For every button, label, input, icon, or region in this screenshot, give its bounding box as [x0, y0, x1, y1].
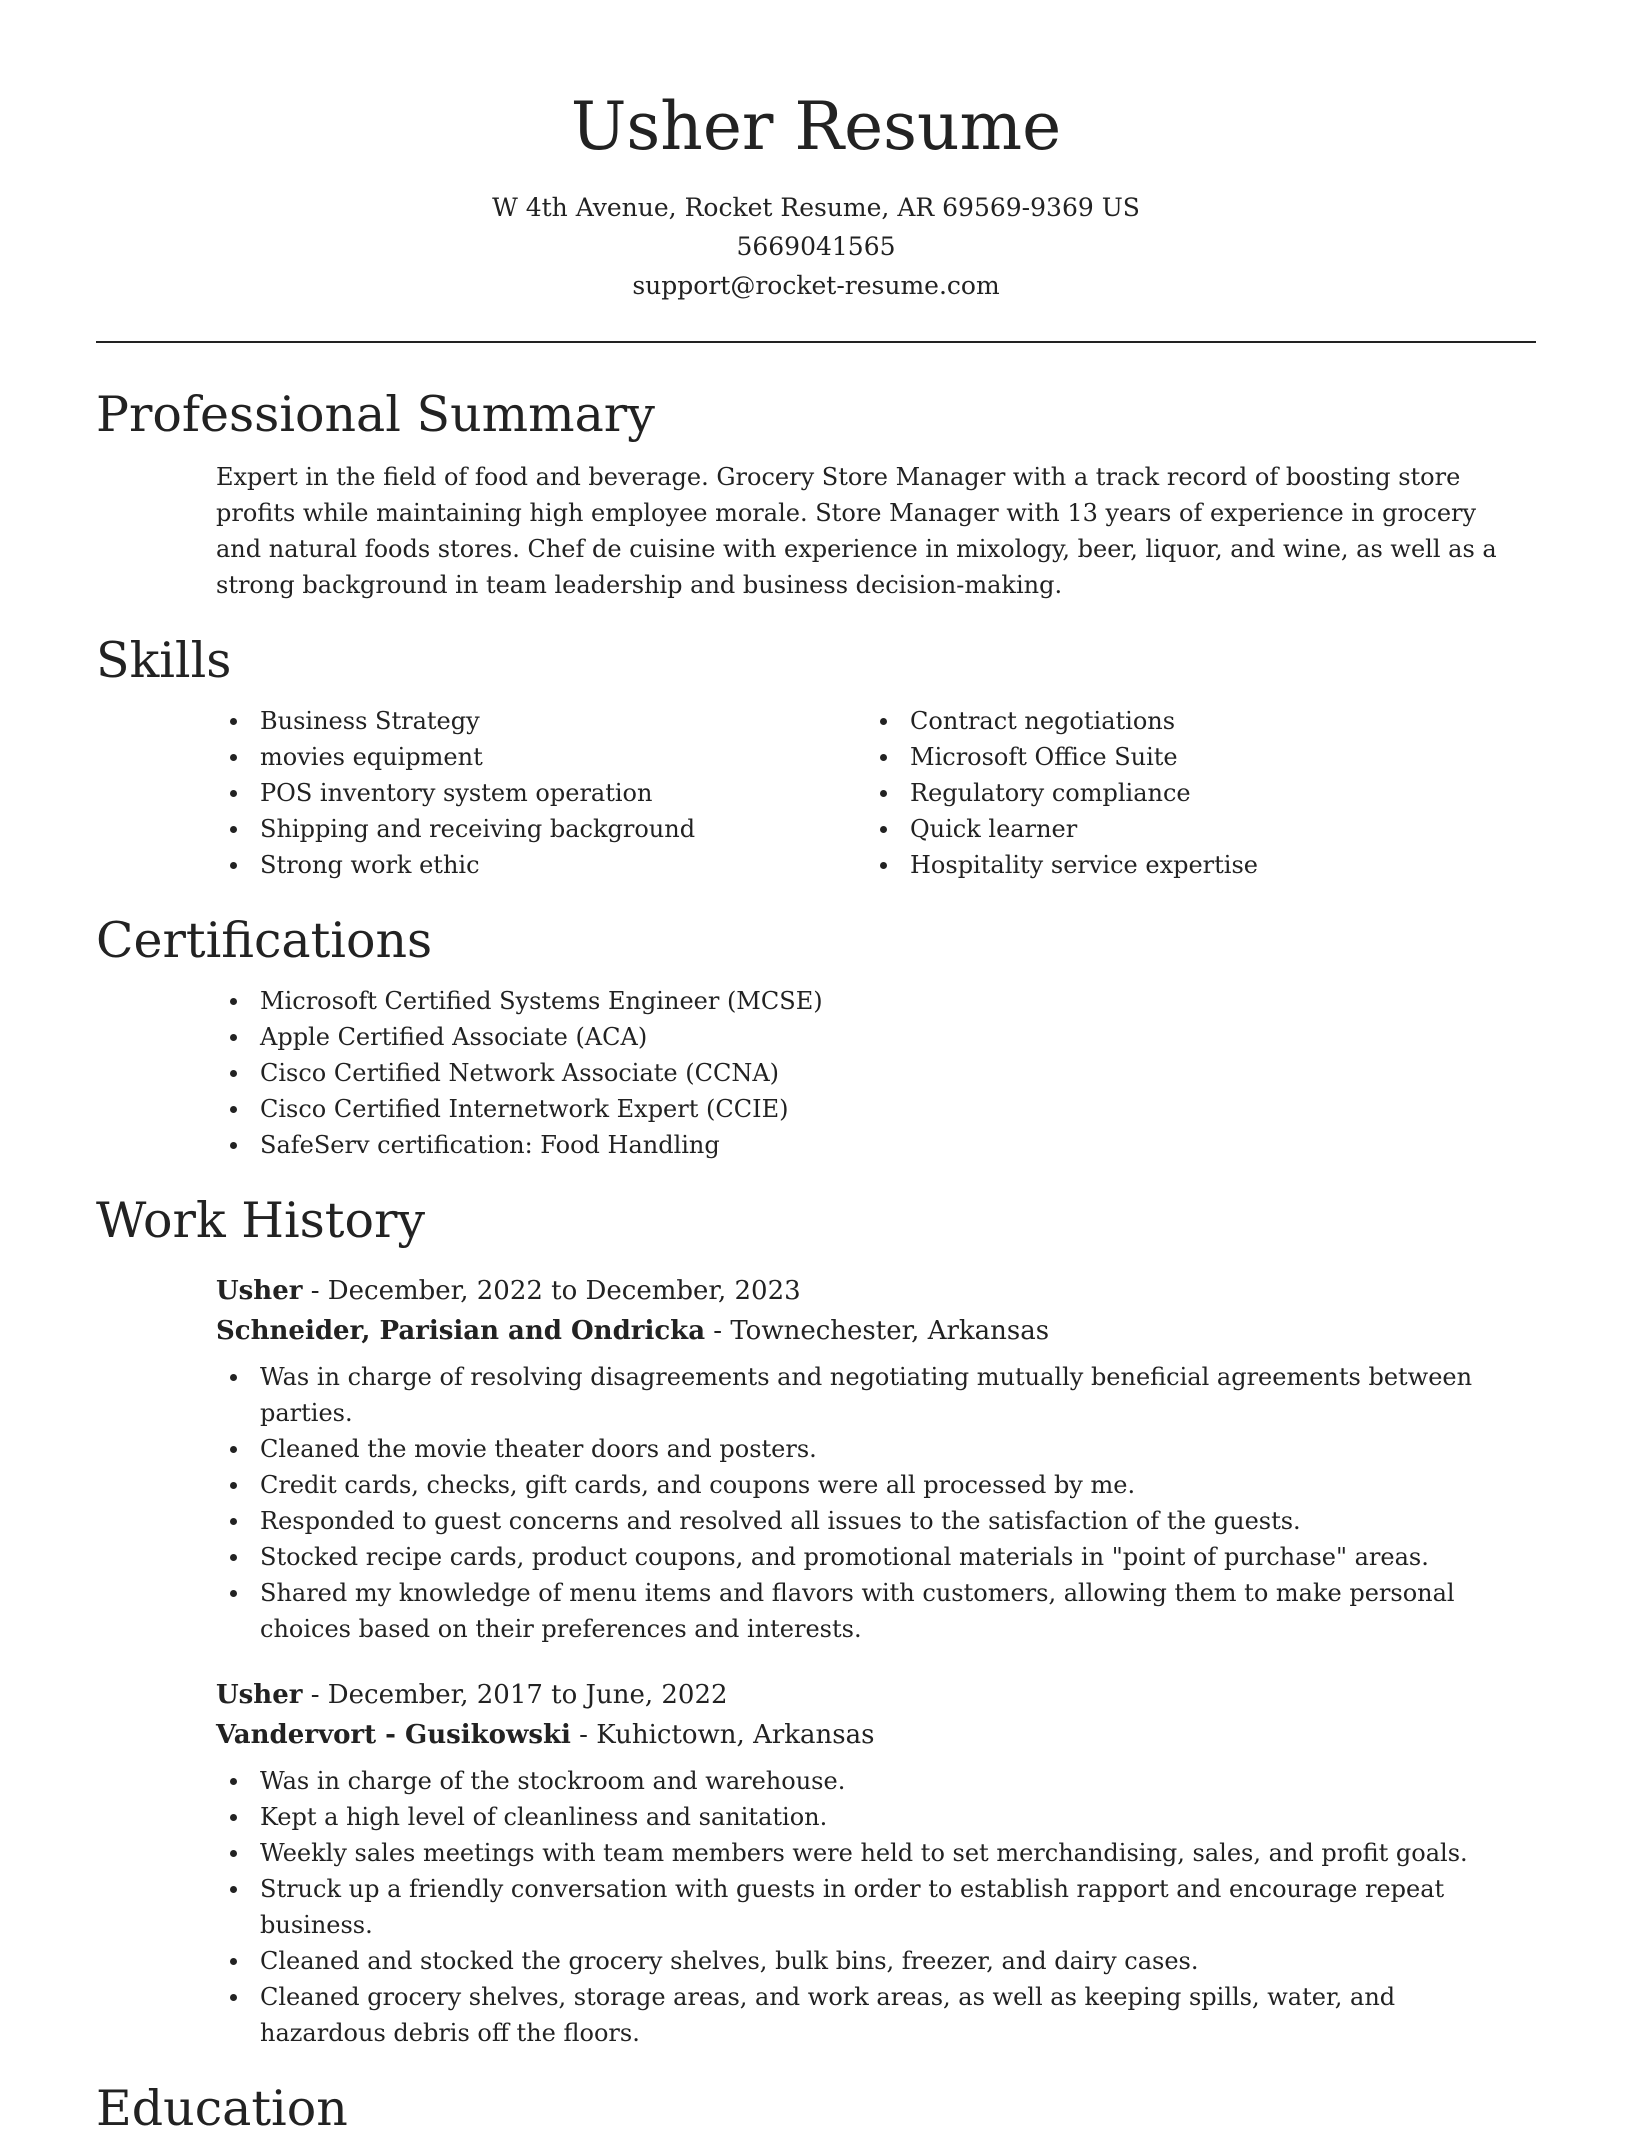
job-bullet: Credit cards, checks, gift cards, and coupons were all processed by me.: [216, 1467, 1486, 1503]
address-text: W 4th Avenue, Rocket Resume, AR 69569-9369 US: [492, 193, 1140, 222]
job-bullets: [216, 1359, 1536, 1647]
job-bullet: Responded to guest concerns and resolved all issues to the satisfaction of the guests.: [216, 1503, 1486, 1539]
resume-title: Usher Resume: [570, 88, 1062, 165]
education-heading: Education: [96, 2080, 348, 2137]
summary-text: Expert in the field of food and beverage. Grocery Store Manager with a track record of boosting store profits while maintaining high employee morale. Store Manager with 13 years of experience in grocery and natural foods stores. Chef de cuisine with experience in mixology, beer, liquor, and wine, as well as a strong background in team leadership and business decision-making.: [216, 463, 1497, 599]
skill-item: Business Strategy: [96, 703, 746, 739]
skill-item: Quick learner: [746, 811, 1396, 847]
job-dates: - December, 2022 to December, 2023: [302, 1276, 801, 1306]
job-bullet: Weekly sales meetings with team members were held to set merchandising, sales, and profit goals.: [216, 1835, 1486, 1871]
certifications-heading: Certifications: [96, 912, 433, 969]
email-text: support@rocket-resume.com: [632, 271, 1000, 300]
header-divider: [96, 341, 1536, 343]
job-bullets: [216, 1763, 1536, 2051]
job-bullet: Struck up a friendly conversation with guests in order to establish rapport and encourage repeat business.: [216, 1871, 1486, 1943]
certification-item: Cisco Certified Network Associate (CCNA): [96, 1055, 1536, 1091]
job-bullet: Cleaned the movie theater doors and posters.: [216, 1431, 1486, 1467]
job-company-line: [216, 1311, 1536, 1351]
job-entry: [216, 1271, 1536, 1647]
job-bullet: Was in charge of resolving disagreements and negotiating mutually beneficial agreements between parties.: [216, 1359, 1486, 1431]
summary-heading: Professional Summary: [96, 386, 655, 443]
job-bullet: Cleaned grocery shelves, storage areas, and work areas, as well as keeping spills, water, and hazardous debris off the floors.: [216, 1979, 1486, 2051]
job-role: Usher: [216, 1276, 303, 1306]
phone-text: 5669041565: [736, 232, 896, 261]
skill-item: Contract negotiations: [746, 703, 1396, 739]
skills-column-right: [746, 703, 1396, 883]
skill-item: Strong work ethic: [96, 847, 746, 883]
skill-item: Shipping and receiving background: [96, 811, 746, 847]
skill-item: Regulatory compliance: [746, 775, 1396, 811]
job-role: Usher: [216, 1680, 303, 1710]
job-bullet: Stocked recipe cards, product coupons, and promotional materials in "point of purchase" areas.: [216, 1539, 1486, 1575]
job-bullet: Shared my knowledge of menu items and flavors with customers, allowing them to make personal choices based on their preferences and interests.: [216, 1575, 1486, 1647]
certification-item: Cisco Certified Internetwork Expert (CCIE): [96, 1091, 1536, 1127]
job-bullet: Kept a high level of cleanliness and sanitation.: [216, 1799, 1486, 1835]
certifications-list: [96, 983, 1536, 1163]
skill-item: Microsoft Office Suite: [746, 739, 1396, 775]
job-bullet: Cleaned and stocked the grocery shelves, bulk bins, freezer, and dairy cases.: [216, 1943, 1486, 1979]
certification-item: SafeServ certification: Food Handling: [96, 1127, 1536, 1163]
job-title-line: [216, 1675, 1536, 1715]
certification-item: Apple Certified Associate (ACA): [96, 1019, 1536, 1055]
contact-block: [96, 188, 1536, 305]
certification-item: Microsoft Certified Systems Engineer (MCSE): [96, 983, 1536, 1019]
skill-item: Hospitality service expertise: [746, 847, 1396, 883]
job-company: Vandervort - Gusikowski: [216, 1720, 571, 1750]
job-company-line: [216, 1715, 1536, 1755]
job-title-line: [216, 1271, 1536, 1311]
resume-header: [96, 0, 1536, 305]
job-location: - Townechester, Arkansas: [705, 1316, 1050, 1346]
job-entry: [216, 1675, 1536, 2051]
skills-list: [96, 703, 1536, 883]
work-history-heading: Work History: [96, 1192, 426, 1249]
skills-column-left: [96, 703, 746, 883]
skills-heading: Skills: [96, 632, 232, 689]
skill-item: movies equipment: [96, 739, 746, 775]
skill-item: POS inventory system operation: [96, 775, 746, 811]
job-company: Schneider, Parisian and Ondricka: [216, 1316, 706, 1346]
job-location: - Kuhictown, Arkansas: [570, 1720, 875, 1750]
job-bullet: Was in charge of the stockroom and warehouse.: [216, 1763, 1486, 1799]
resume-page: [96, 0, 1536, 2141]
job-dates: - December, 2017 to June, 2022: [302, 1680, 728, 1710]
